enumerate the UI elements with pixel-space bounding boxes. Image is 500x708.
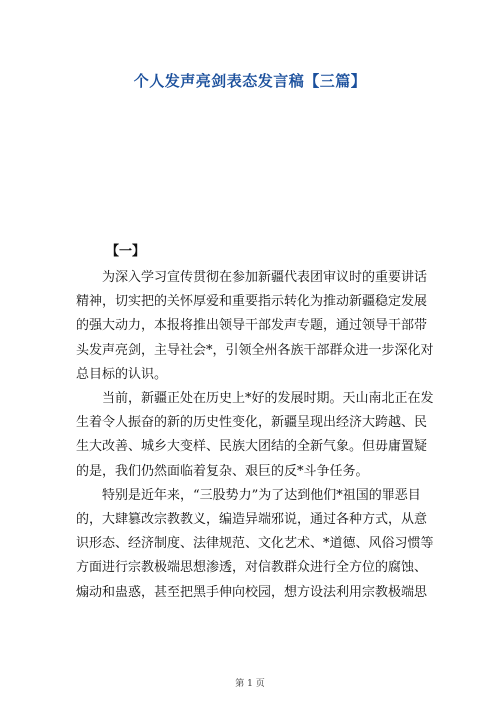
document-title: 个人发声亮剑表态发言稿【三篇】 (133, 72, 367, 90)
page-number: 第 1 页 (235, 679, 265, 689)
text-line: 为深入学习宣传贯彻在参加新疆代表团审议时的重要讲话 (102, 270, 428, 285)
text-line: 的强大动力，本报将推出领导干部发声专题，通过领导干部带 (76, 318, 428, 334)
text-line: 精神，切实把的关怀厚爱和重要指示转化为推动新疆稳定发展 (76, 294, 428, 310)
text-line: 当前，新疆正处在历史上*好的发展时期。天山南北正在发 (102, 391, 434, 407)
text-line: 识形态、经济制度、法律规范、文化艺术、*道德、风俗习惯等 (76, 536, 434, 552)
text-line: 的是，我们仍然面临着复杂、艰巨的反*斗争任务。 (76, 463, 369, 479)
document-body (76, 266, 432, 605)
paragraph (76, 387, 432, 484)
text-line: 头发声亮剑，主导社会*，引领全州各族干部群众进一步深化对 (76, 342, 434, 358)
text-line: 的，大肆篡改宗教教义，编造异端邪说，通过各种方式，从意 (76, 512, 428, 528)
paragraph (76, 484, 432, 605)
text-line: 生大改善、城乡大变样、民族大团结的全新气象。但毋庸置疑 (76, 439, 428, 455)
text-line: 总目标的认识。 (76, 366, 168, 382)
text-line: 煽动和蛊惑，甚至把黑手伸向校园，想方设法利用宗教极端思 (76, 584, 428, 600)
section-label: 【一】 (106, 244, 146, 259)
text-line: 特别是近年来，“三股势力”为了达到他们*祖国的罪恶目 (102, 487, 421, 503)
text-line: 生着令人振奋的新的历史性变化，新疆呈现出经济大跨越、民 (76, 415, 428, 431)
paragraph (76, 266, 432, 387)
text-line: 方面进行宗教极端思想渗透，对信教群众进行全方位的腐蚀、 (76, 560, 428, 576)
